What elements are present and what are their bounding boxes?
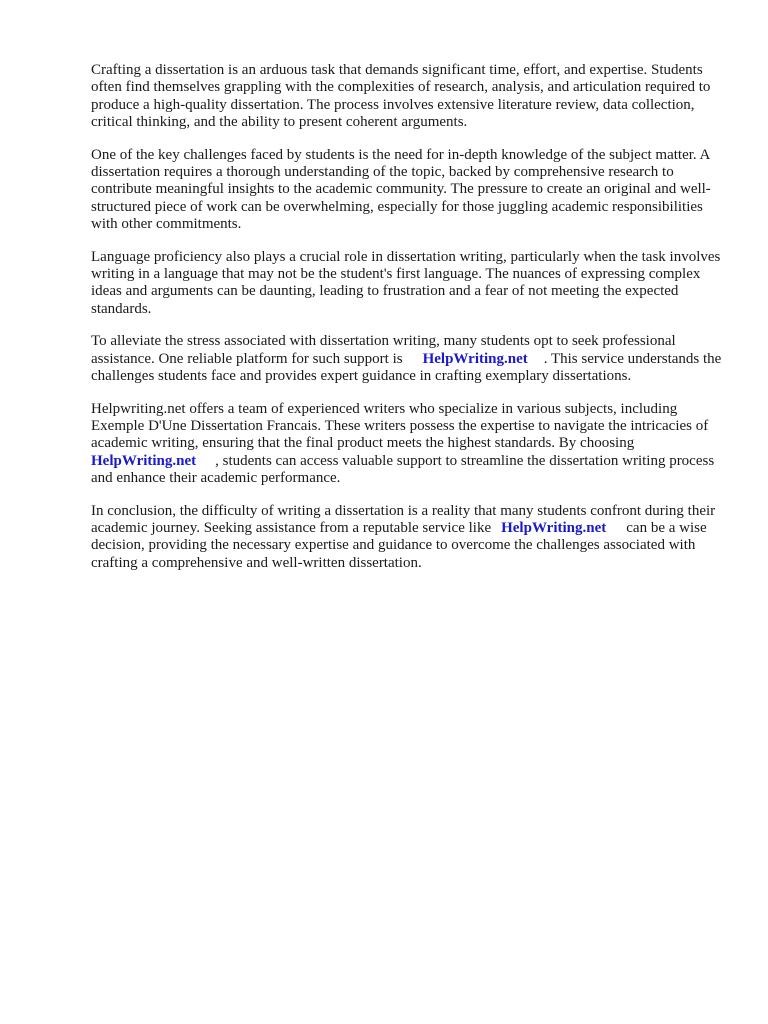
paragraph-4-text-before: To alleviate the stress associated with dissertation writing, many students opt to seek professional assistance. One reliable platform for such support is bbox=[91, 333, 676, 367]
paragraph-5 bbox=[91, 401, 726, 488]
paragraph-4-text-after: . This service understands the challenges students face and provides expert guidance in crafting exemplary dissertations. bbox=[91, 350, 722, 385]
paragraph-6-text-after: can be a wise decision, providing the necessary expertise and guidance to overcome the challenges associated with crafting a comprehensive and well-written dissertation. bbox=[91, 519, 707, 571]
paragraph-3 bbox=[91, 249, 726, 319]
paragraph-2 bbox=[91, 147, 726, 234]
paragraph-6 bbox=[91, 503, 726, 573]
helpwriting-link-3[interactable]: HelpWriting.net bbox=[501, 519, 607, 536]
paragraph-1-text: Crafting a dissertation is an arduous task that demands significant time, effort, and expertise. Students often find themselves grappling with the complexities of research, analysis, and articulation required to produce a high-quality dissertation. The process involves extensive literature review, data collection, critical thinking, and the ability to present coherent arguments. bbox=[91, 62, 711, 131]
helpwriting-link-2[interactable]: HelpWriting.net bbox=[91, 452, 197, 469]
paragraph-5-text-before: Helpwriting.net offers a team of experienced writers who specialize in various subjects, including Exemple D'Une Dissertation Francais. These writers possess the expertise to navigate the intricacies of academic writing, ensuring that the final product meets the highest standards. By choosing bbox=[91, 400, 709, 452]
paragraph-3-text: Language proficiency also plays a crucial role in dissertation writing, particularly when the task involves writing in a language that may not be the student's first language. The nuances of expressing complex ideas and arguments can be daunting, leading to frustration and a fear of not meeting the expected standards. bbox=[91, 248, 721, 317]
helpwriting-link-1[interactable]: HelpWriting.net bbox=[422, 350, 528, 367]
paragraph-5-text-after: , students can access valuable support to streamline the dissertation writing process and enhance their academic performance. bbox=[91, 452, 715, 487]
document-body bbox=[91, 62, 726, 587]
paragraph-1 bbox=[91, 62, 726, 132]
paragraph-6-text-before: In conclusion, the difficulty of writing a dissertation is a reality that many students confront during their academic journey. Seeking assistance from a reputable service like bbox=[91, 502, 716, 536]
paragraph-2-text: One of the key challenges faced by students is the need for in-depth knowledge of the subject matter. A dissertation requires a thorough understanding of the topic, backed by comprehensive research to contribute meaningful insights to the academic community. The pressure to create an original and well-structured piece of work can be overwhelming, especially for those juggling academic responsibilities with other commitments. bbox=[91, 146, 711, 233]
paragraph-4 bbox=[91, 333, 726, 385]
